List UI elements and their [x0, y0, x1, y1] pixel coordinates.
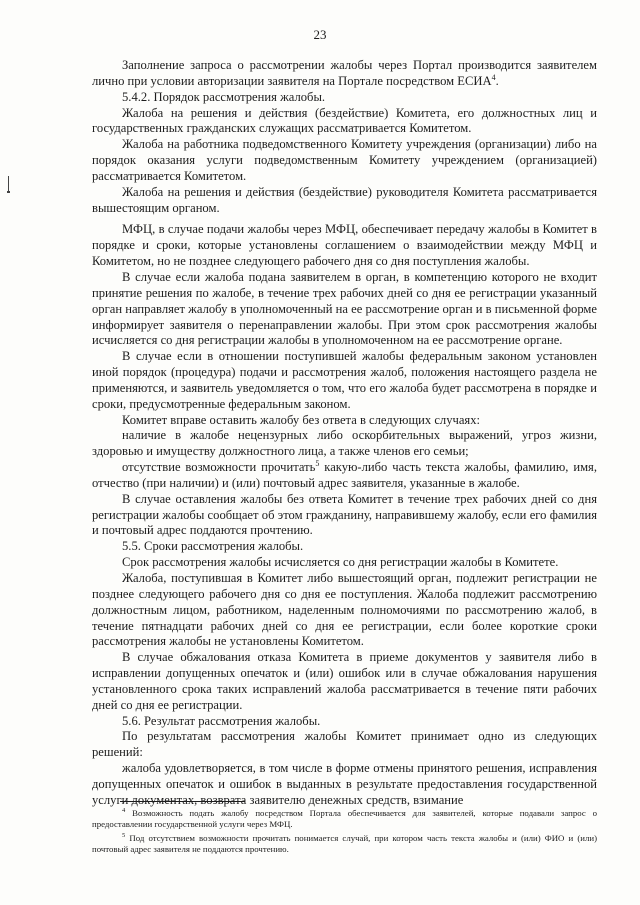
- footnote: [92, 833, 597, 856]
- paragraph-text: 5.6. Результат рассмотрения жалобы.: [122, 713, 321, 728]
- paragraph: [92, 137, 597, 185]
- paragraph-text: Жалоба на решения и действия (бездействие) руководителя Комитета рассматривается вышестоящим органом.: [92, 184, 597, 215]
- paragraph-text: Жалоба на решения и действия (бездействие) Комитета, его должностных лиц и государственных гражданских служащих рассматривается Комитетом.: [92, 105, 597, 136]
- margin-mark: [8, 176, 9, 192]
- paragraph-text: МФЦ, в случае подачи жалобы через МФЦ, обеспечивает передачу жалобы в Комитет в порядке и сроки, которые установлены соглашением о взаимодействии между МФЦ и Комитетом, но не позднее следующего рабочего дня со дня поступления жалобы.: [92, 222, 597, 269]
- paragraph-text: жалоба удовлетворяется, в том числе в форме отмены принятого решения, исправления допущенных опечаток и ошибок в выданных в результате предоставления государственной услуги документах, возврата заявителю денежных средств, взимание: [92, 761, 597, 807]
- paragraph: [92, 492, 597, 540]
- paragraph: [92, 216, 597, 270]
- footnotes: [92, 808, 597, 858]
- paragraph: [92, 460, 597, 492]
- paragraph-text: Комитет вправе оставить жалобу без ответа в следующих случаях:: [122, 412, 481, 427]
- paragraph: [92, 428, 597, 460]
- paragraph: [92, 555, 597, 571]
- paragraph: [92, 90, 597, 106]
- body-text: [92, 58, 597, 809]
- paragraph-text: 5.4.2. Порядок рассмотрения жалобы.: [122, 89, 326, 104]
- paragraph: [92, 539, 597, 555]
- paragraph-text: В случае если жалоба подана заявителем в орган, в компетенцию которого не входит принятие решения по жалобе, в течение трех рабочих дней со дня ее регистрации указанный орган направляет жалобу в уполномоченный на ее рассмотрение орган и в письменной форме информирует заявителя о перенаправлении жалобы. При этом срок рассмотрения жалобы исчисляется со дня регистрации жалобы в уполномоченном на ее рассмотрение органе.: [92, 269, 597, 348]
- paragraph-text-continued: какую-либо часть текста жалобы, фамилию, имя, отчество (при наличии) и (или) почтовый адрес заявителя, указанные в жалобе.: [92, 460, 598, 490]
- paragraph: [92, 650, 597, 713]
- footnote-text: Под отсутствием возможности прочитать понимается случай, при котором часть текста жалобы и (или) ФИО и (или) почтовый адрес заявителя не поддаются прочтению.: [92, 832, 598, 855]
- footnote-separator: [120, 801, 245, 802]
- paragraph-text: наличие в жалобе нецензурных либо оскорбительных выражений, угроз жизни, здоровью и имуществу должностного лица, а также членов его семьи;: [92, 428, 597, 459]
- paragraph-text: Жалоба на работника подведомственного Комитету учреждения (организации) либо на порядок оказания услуги подведомственным Комитету учреждением (организацией) рассматривается Комитетом.: [92, 137, 597, 183]
- margin-mark-tick: [7, 191, 10, 193]
- footnote-mark: 5: [122, 831, 126, 839]
- paragraph: [92, 413, 597, 429]
- footnote-mark: 4: [122, 807, 126, 814]
- paragraph-text-continued: .: [495, 73, 499, 88]
- paragraph-text: Срок рассмотрения жалобы исчисляется со дня регистрации жалобы в Комитете.: [122, 555, 559, 570]
- paragraph-text: В случае если в отношении поступившей жалобы федеральным законом установлен иной порядок (процедура) подачи и рассмотрения жалоб, положения настоящего раздела не применяются, и заявитель уведомляется о том, что его жалоба будет рассмотрена в порядке и сроки, предусмотренные федеральным законом.: [92, 349, 597, 411]
- footnote-reference: 5: [315, 459, 320, 469]
- paragraph: [92, 349, 597, 412]
- paragraph: [92, 729, 597, 761]
- footnote: [92, 808, 597, 831]
- footnote-reference: 4: [491, 72, 496, 82]
- paragraph: [92, 185, 597, 217]
- paragraph: [92, 270, 597, 349]
- paragraph: [92, 714, 597, 730]
- paragraph: [92, 106, 597, 138]
- paragraph-text: В случае оставления жалобы без ответа Комитет в течение трех рабочих дней со дня регистрации жалобы сообщает об этом гражданину, направившему жалобу, если его фамилия и почтовый адрес поддаются прочтению.: [92, 491, 597, 538]
- paragraph-text: Заполнение запроса о рассмотрении жалобы через Портал производится заявителем лично при условии авторизации заявителя на Портале посредством ЕСИА: [92, 58, 597, 88]
- footnote-text: Возможность подать жалобу посредством Портала обеспечивается для заявителей, которые подавали запрос о предоставлении государственной услуги через МФЦ.: [92, 808, 597, 830]
- paragraph-text: отсутствие возможности прочитать: [122, 460, 316, 475]
- paragraph-text: 5.5. Сроки рассмотрения жалобы.: [122, 539, 304, 554]
- page-number: 23: [313, 27, 327, 42]
- paragraph: [92, 58, 597, 90]
- paragraph-text: В случае обжалования отказа Комитета в приеме документов у заявителя либо в исправлении допущенных опечаток и (или) ошибок или в случае обжалования нарушения установленного срока таких исправлений жалоба рассматривается в течение пяти рабочих дней со дня ее регистрации.: [92, 650, 597, 712]
- paragraph: [92, 571, 597, 650]
- paragraph-text: Жалоба, поступившая в Комитет либо вышестоящий орган, подлежит регистрации не позднее следующего рабочего дня со дня ее поступления. Жалоба подлежит рассмотрению должностным лицом, работником, наделенным полномочиями по рассмотрению жалоб, в течение пятнадцати рабочих дней со дня ее регистрации, если более короткие сроки рассмотрения жалобы не установлены Комитетом.: [92, 571, 597, 649]
- paragraph-text: По результатам рассмотрения жалобы Комитет принимает одно из следующих решений:: [92, 729, 597, 760]
